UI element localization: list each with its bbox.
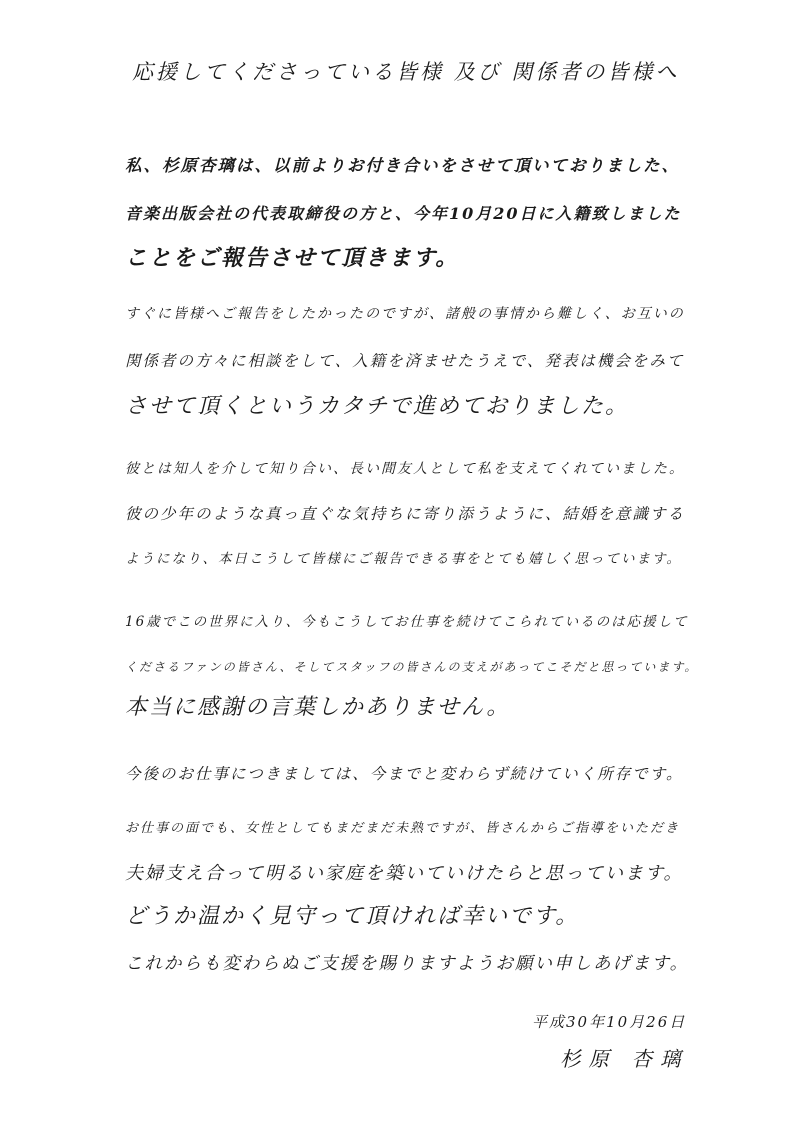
paragraph5-line2: お仕事の面でも、女性としてもまだまだ未熟ですが、皆さんからご指導をいただき — [125, 821, 681, 836]
paragraph1-line2: 音楽出版会社の代表取締役の方と、今年10月20日に入籍致しました — [125, 204, 682, 223]
paragraph1-line1: 私、杉原杏璃は、以前よりお付き合いをさせて頂いておりました、 — [125, 156, 680, 175]
paragraph5-line5: これからも変わらぬご支援を賜りますようお願い申しあげます。 — [125, 954, 690, 974]
paragraph5-line3: 夫婦支え合って明るい家庭を築いていけたらと思っています。 — [125, 863, 684, 884]
paragraph4-line2: くださるファンの皆さん、そしてスタッフの皆さんの支えがあってこそだと思っています。 — [125, 660, 699, 674]
paragraph5-line4: どうか温かく見守って頂ければ幸いです。 — [125, 904, 580, 929]
signature: 杉原 杏璃 — [560, 1047, 689, 1071]
paragraph4-line1: 16歳でこの世界に入り、今もこうしてお仕事を続けてこられているのは応援して — [125, 614, 689, 630]
letter-heading: 応援してくださっている皆様 及び 関係者の皆様へ — [132, 60, 680, 84]
paragraph2-line1: すぐに皆様へご報告をしたかったのですが、諸般の事情から難しく、お互いの — [125, 306, 685, 322]
paragraph5-line1: 今後のお仕事につきましては、今までと変わらず続けていく所存です。 — [125, 765, 684, 783]
paragraph3-line2: 彼の少年のような真っ直ぐな気持ちに寄り添うように、結婚を意識する — [125, 505, 686, 523]
paragraph2-line3: させて頂くというカタチで進めておりました。 — [125, 394, 630, 419]
letter-date: 平成30年10月26日 — [532, 1013, 687, 1031]
paragraph4-line3: 本当に感謝の言葉しかありません。 — [125, 695, 511, 720]
paragraph1-line3: ことをご報告させて頂きます。 — [125, 245, 460, 271]
paragraph2-line2: 関係者の方々に相談をして、入籍を済ませたうえで、発表は機会をみて — [125, 352, 685, 370]
paragraph3-line1: 彼とは知人を介して知り合い、長い間友人として私を支えてくれていました。 — [125, 461, 685, 477]
paragraph3-line3: ようになり、本日こうして皆様にご報告できる事をとても嬉しく思っています。 — [125, 551, 682, 567]
